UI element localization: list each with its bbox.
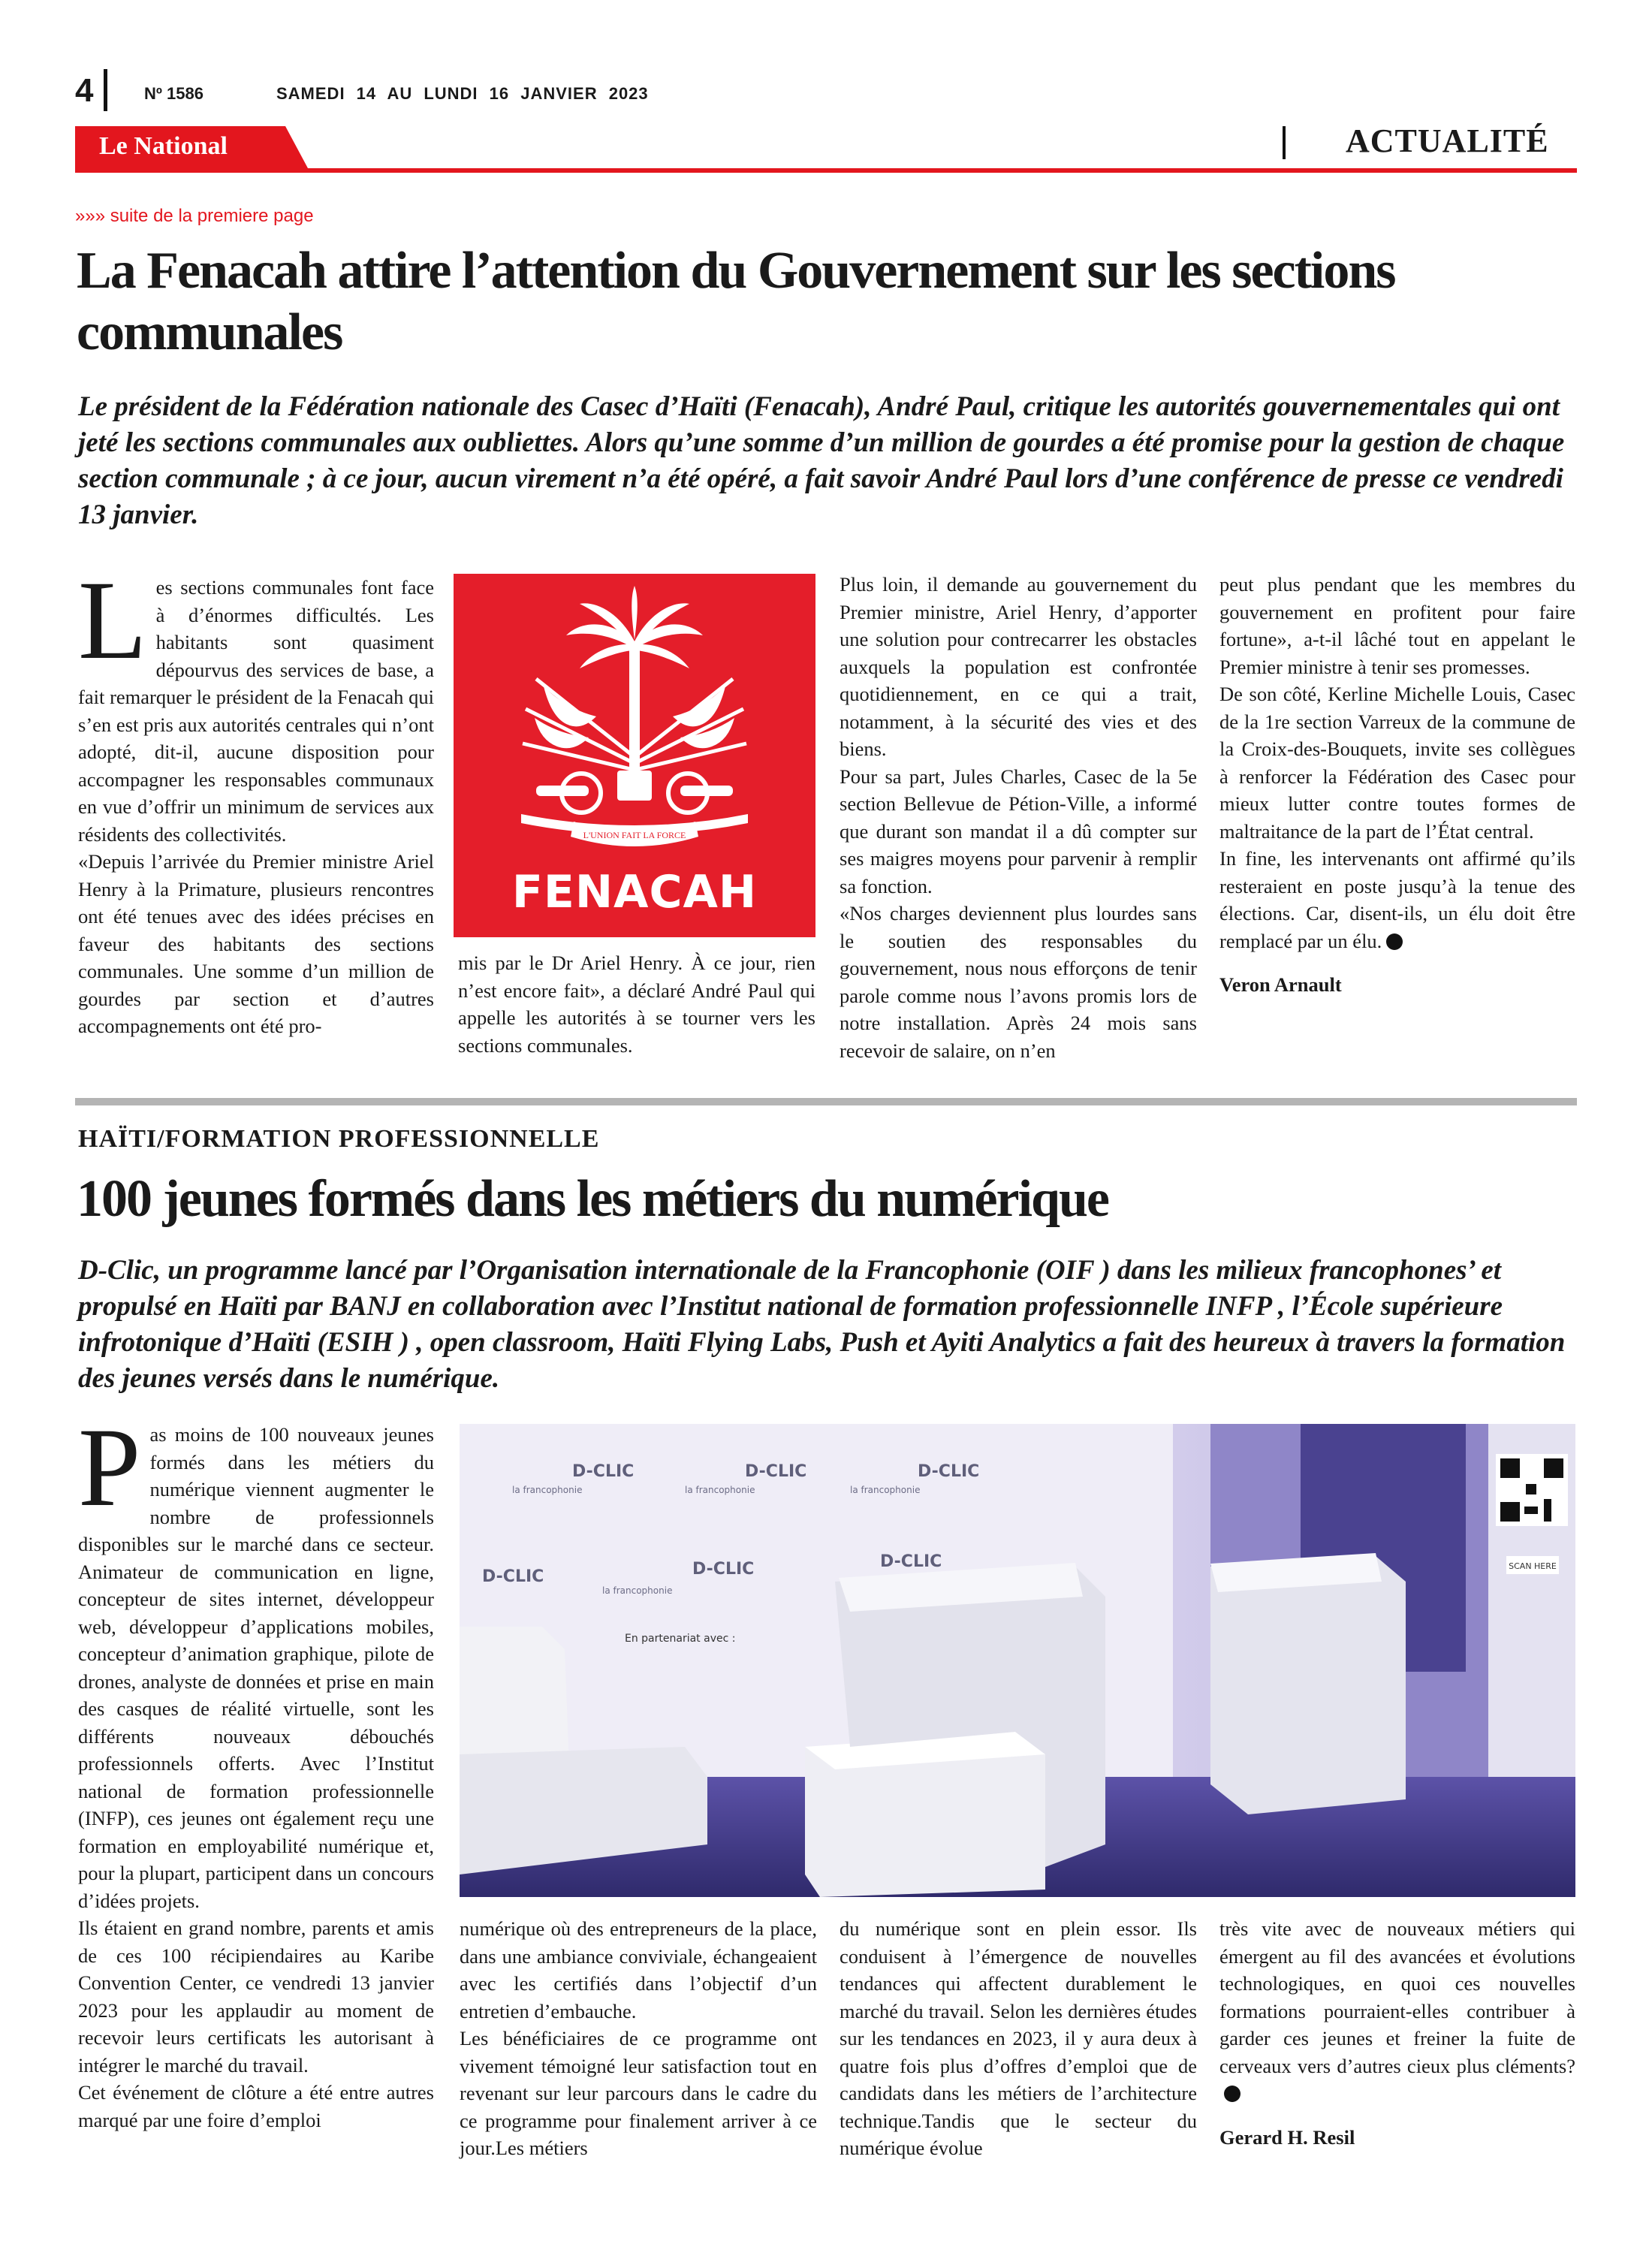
paragraph: Pour sa part, Jules Charles, Casec de la 5e section Bellevue de Pétion-Ville, a informé que durant son mandat il a dû compter sur ses maigres moyens pour parvenir à remplir sa fonction. <box>840 765 1197 897</box>
article2-column-1 <box>78 1405 434 2134</box>
fenacah-logo <box>454 574 815 937</box>
event-stage-illustration <box>460 1424 1575 1897</box>
continuation-note: »»» suite de la premiere page <box>75 206 314 226</box>
backdrop-partner: la francophonie <box>512 1485 583 1495</box>
drop-cap: P <box>78 1405 141 1530</box>
article1-column-2 <box>458 949 815 1059</box>
issue-date: SAMEDI 14 AU LUNDI 16 JANVIER 2023 <box>276 84 649 103</box>
article1-author: Veron Arnault <box>1219 973 1342 996</box>
backdrop-brand: D-CLIC <box>880 1552 942 1571</box>
page-number-divider <box>104 69 107 111</box>
backdrop-brand: D-CLIC <box>692 1560 755 1579</box>
logo-wordmark: FENACAH <box>511 866 758 918</box>
article-separator <box>75 1098 1577 1105</box>
drop-cap: L <box>78 558 147 683</box>
article2-lead: D-Clic, un programme lancé par l’Organisation internationale de la Francophonie (OIF ) dans les milieux francophones’ et propulsé en Haïti par BANJ en collaboration avec l’Institut national de formation professionnelle INFP , l’École supérieure infrotonique d’Haïti (ESIH ) , open classroom, Haïti Flying Labs, Push et Ayiti Analytics a fait des heureux à travers la formation des jeunes versés dans le numérique. <box>78 1255 1566 1394</box>
backdrop-partner: la francophonie <box>850 1485 921 1495</box>
paragraph: numérique où des entrepreneurs de la place, dans une ambiance conviviale, échangeaient avec les certifiés dans l’objectif d’un entretien d’embauche. <box>460 1917 817 2022</box>
paragraph <box>1219 845 1575 955</box>
paragraph: «Depuis l’arrivée du Premier ministre Ariel Henry à la Primature, plusieurs rencontres ont été tenues avec des idées précises en faveur des habitants des sections communales. Une somme d’un million de gourdes par section et d’autres accompagnements ont été pro- <box>78 850 434 1037</box>
paragraph: Plus loin, il demande au gouvernement du Premier ministre, Ariel Henry, d’apporter une solution pour contrecarrer les obstacles auxquels la population est confrontée quotidiennement, en ce qui a trait, notamment, à la sécurité des vies et des biens. <box>840 573 1197 760</box>
paragraph: «Nos charges deviennent plus lourdes sans le soutien des responsables du gouvernement, nous nous efforçons de tenir parole comme nous l’avons promis lors de notre installation. Après 24 mois sans recevoir de salaire, on n’en <box>840 902 1197 1062</box>
article1-column-1 <box>78 558 434 1040</box>
scan-here-label: SCAN HERE <box>1509 1561 1557 1571</box>
paragraph: Les bénéficiaires de ce programme ont vivement témoigné leur satisfaction tout en revenant sur leur parcours dans le cadre du ce programme pour finalement arriver à ce jour.Les métiers <box>460 2027 817 2159</box>
backdrop-brand: D-CLIC <box>918 1462 980 1481</box>
logo-motto: L'UNION FAIT LA FORCE <box>583 830 686 840</box>
backdrop-partner: la francophonie <box>602 1585 673 1596</box>
page-number: 4 <box>75 72 94 109</box>
masthead-title: Le National <box>99 132 228 160</box>
paragraph: peut plus pendant que les membres du gouvernement en profitent pour faire fortune», a-t-il lâché tout en appelant le Premier ministre à tenir ses promesses. <box>1219 573 1575 678</box>
paragraph: mis par le Dr Ariel Henry. À ce jour, rien n’est encore fait», a déclaré André Paul qui appelle les autorités à se tourner vers les sections communales. <box>458 952 815 1057</box>
article1-lead: Le président de la Fédération nationale des Casec d’Haïti (Fenacah), André Paul, critique les autorités gouvernementales qui ont jeté les sections communales aux oubliettes. Alors qu’une somme d’un million de gourdes a été promise pour la gestion de chaque section communale ; à ce jour, aucun virement n’a été opéré, a fait savoir André Paul lors d’une conférence de presse ce vendredi 13 janvier. <box>78 391 1565 530</box>
backdrop-brand: D-CLIC <box>482 1567 544 1586</box>
article2-column-2 <box>460 1915 817 2162</box>
article1-column-3 <box>840 571 1197 1064</box>
event-photo <box>460 1424 1575 1897</box>
article2-kicker: HAÏTI/FORMATION PROFESSIONNELLE <box>78 1125 600 1153</box>
backdrop-brand: D-CLIC <box>572 1462 635 1481</box>
paragraph-text: In fine, les intervenants ont affirmé qu’ils resteraient en poste jusqu’à la tenue des élections. Car, disent-ils, un élu doit être remplacé par un élu. <box>1219 847 1575 952</box>
section-title: ACTUALITÉ <box>1346 122 1549 159</box>
paragraph-text: très vite avec de nouveaux métiers qui émergent au fil des avancées et évolutions technologiques, en quoi ces nouvelles formations pourraient-elles contribuer à garder ces jeunes et freiner la fuite de cerveaux vers d’autres cieux plus cléments? <box>1219 1917 1575 2077</box>
end-mark-icon <box>1224 2086 1241 2102</box>
paragraph <box>1219 1915 1575 2107</box>
header-rule <box>75 168 1577 173</box>
issue-number: Nº 1586 <box>144 84 203 103</box>
article1-column-4 <box>1219 571 1575 999</box>
article1-headline: La Fenacah attire l’attention du Gouvernement sur les sections communales <box>77 242 1395 361</box>
paragraph: du numérique sont en plein essor. Ils conduisent à l’émergence de nouvelles tendances qui affectent durablement le marché du travail. Selon les dernières études sur les tendances en 2023, il y aura deux à quatre fois plus d’offres d’emploi que de candidats dans les métiers de l’architecture technique.Tandis que le secteur du numérique évolue <box>840 1917 1197 2159</box>
paragraph: es sections communales font face à d’énormes difficultés. Les habitants sont quasiment dépourvus des services de base, a fait remarquer le président de la Fenacah qui s’en est pris aux autorités centrales qui n’ont adopté, dit-il, aucune disposition pour accompagner les responsables communaux en vue d’offrir un minimum de services aux résidents des collectivités. <box>78 576 434 846</box>
fenacah-emblem-icon <box>454 574 815 937</box>
section-divider <box>1283 126 1286 159</box>
paragraph: Ils étaient en grand nombre, parents et amis de ces 100 récipiendaires au Karibe Convention Center, ce vendredi 13 janvier 2023 pour les applaudir au moment de recevoir leurs certificats les autorisant à intégrer le marché du travail. <box>78 1917 434 2077</box>
article2-column-4 <box>1219 1915 1575 2151</box>
article2-author: Gerard H. Resil <box>1219 2125 1355 2149</box>
article2-column-3 <box>840 1915 1197 2162</box>
paragraph: De son côté, Kerline Michelle Louis, Casec de la 1re section Varreux de la commune de la Croix-des-Bouquets, invite ses collègues à renforcer la Fédération des Casec pour mieux lutter contre toutes formes de maltraitance de la part de l’État central. <box>1219 683 1575 843</box>
backdrop-banner: En partenariat avec : <box>625 1633 736 1645</box>
backdrop-partner: la francophonie <box>685 1485 755 1495</box>
end-mark-icon <box>1386 933 1403 950</box>
article2-headline: 100 jeunes formés dans les métiers du numérique <box>77 1170 1108 1228</box>
paragraph: as moins de 100 nouveaux jeunes formés dans les métiers du numérique viennent augmenter le nombre de professionnels disponibles sur le marché dans ce secteur. Animateur de communication en ligne, concepteur de sites internet, développeur web, développeur d’applications mobiles, concepteur d’animation graphique, pilote de drones, analyste de données et prise en main des casques de réalité virtuelle, sont les différents nouveaux débouchés professionnels offerts. Avec l’Institut national de formation professionnelle (INFP), ces jeunes ont également reçu une formation en employabilité numérique et, pour la plupart, participent dans un concours d’idées projets. <box>78 1423 434 1912</box>
paragraph: Cet événement de clôture a été entre autres marqué par une foire d’emploi <box>78 2081 434 2131</box>
backdrop-brand: D-CLIC <box>745 1462 807 1481</box>
